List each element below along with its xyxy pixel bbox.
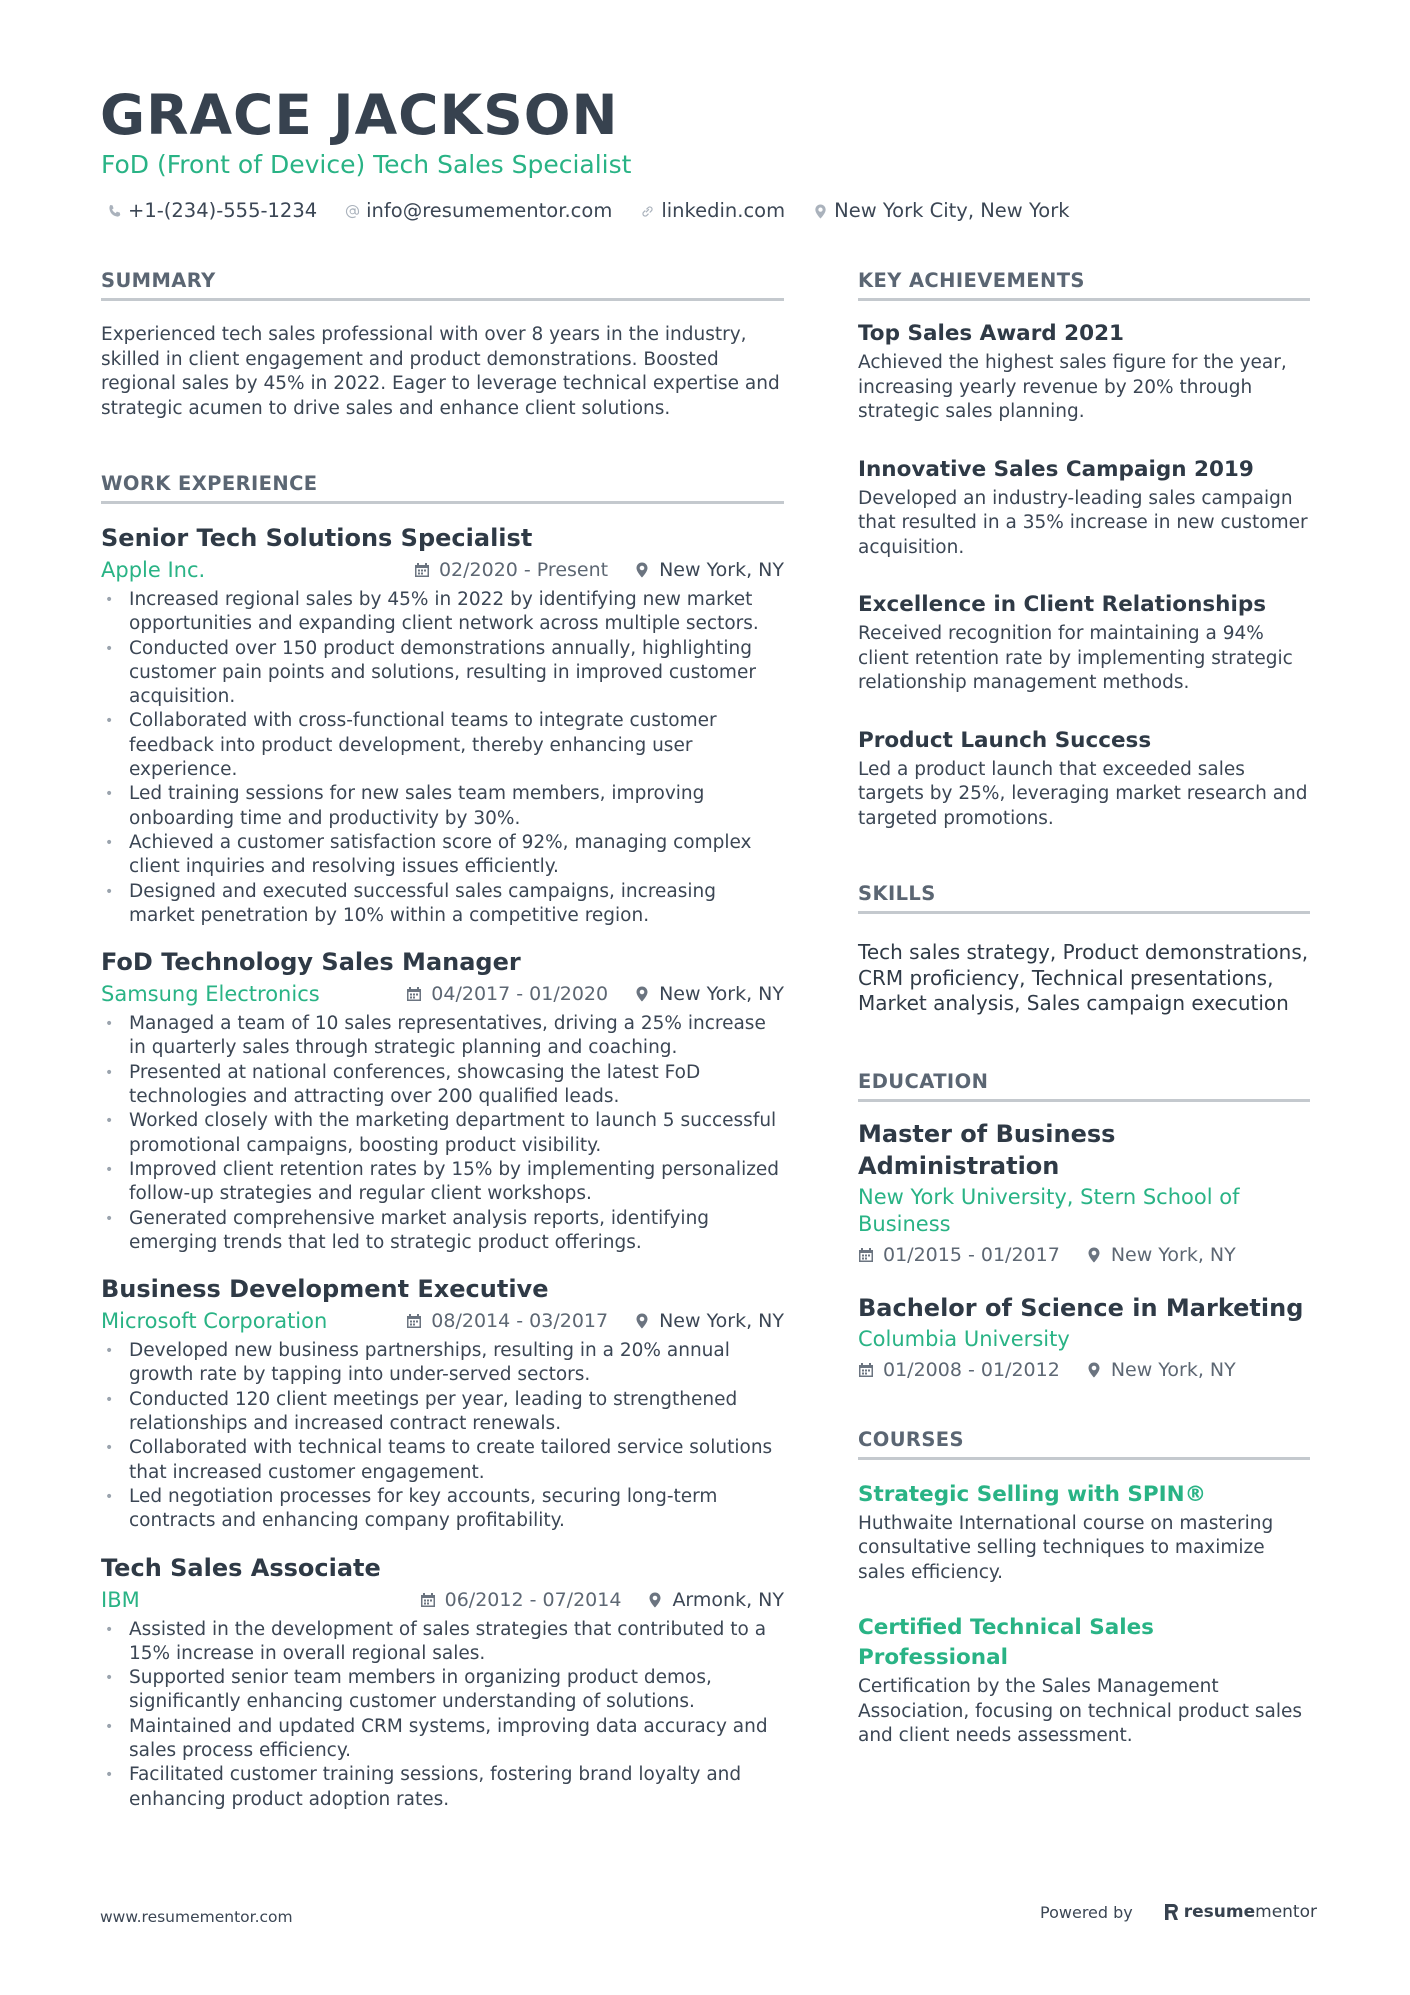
job-entry xyxy=(101,1552,784,1812)
job-location: New York, NY xyxy=(659,983,784,1006)
job-entry xyxy=(101,946,784,1255)
education-dates: 01/2015 - 01/2017 xyxy=(883,1243,1060,1266)
company-name: Samsung Electronics xyxy=(101,982,320,1007)
course-title: Strategic Selling with SPIN® xyxy=(858,1481,1207,1507)
contact-location xyxy=(813,198,1069,224)
contact-email[interactable] xyxy=(345,198,612,224)
education-dates: 01/2008 - 01/2012 xyxy=(883,1358,1060,1381)
right-column xyxy=(858,268,1310,1749)
job-location: New York, NY xyxy=(659,1310,784,1333)
degree-title: Master of Business Administration xyxy=(858,1119,1116,1180)
job-bullets xyxy=(101,1012,784,1255)
bullet-item: • Improved client retention rates by 15% by implementing personalized follow-up strategies and regular client workshops. xyxy=(101,1158,784,1207)
candidate-title: FoD (Front of Device) Tech Sales Specialist xyxy=(101,150,632,179)
job-title: Senior Tech Solutions Specialist xyxy=(101,524,533,552)
phone-text: +1-(234)-555-1234 xyxy=(128,199,318,222)
phone-icon xyxy=(107,204,122,219)
location-pin-icon xyxy=(1086,1247,1102,1263)
location-pin-icon xyxy=(634,1313,650,1329)
achievement-text: Developed an industry-leading sales campaign that resulted in a 35% increase in new customer acquisition. xyxy=(858,487,1308,558)
candidate-name: GRACE JACKSON xyxy=(100,83,619,147)
calendar-icon xyxy=(406,1313,422,1329)
job-title: Tech Sales Associate xyxy=(101,1553,381,1582)
job-dates: 04/2017 - 01/2020 xyxy=(431,983,609,1006)
calendar-icon xyxy=(858,1247,874,1263)
job-location: Armonk, NY xyxy=(672,1588,784,1611)
left-column xyxy=(101,268,784,1812)
achievement-title: Innovative Sales Campaign 2019 xyxy=(858,456,1254,482)
location-pin-icon xyxy=(1086,1362,1102,1378)
bullet-item: • Maintained and updated CRM systems, improving data accuracy and sales process efficiency. xyxy=(101,1715,784,1764)
bullet-item: • Conducted 120 client meetings per year, leading to strengthened relationships and increased contract renewals. xyxy=(101,1388,784,1437)
bullet-item: • Led training sessions for new sales team members, improving onboarding time and productivity by 30%. xyxy=(101,782,784,831)
bullet-item: • Managed a team of 10 sales representatives, driving a 25% increase in quarterly sales through strategic planning and coaching. xyxy=(101,1012,784,1061)
bullet-item: • Conducted over 150 product demonstrations annually, highlighting customer pain points and solutions, resulting in improved customer acquisition. xyxy=(101,637,784,710)
bullet-item: • Achieved a customer satisfaction score of 92%, managing complex client inquiries and resolving issues efficiently. xyxy=(101,831,784,880)
achievement-title: Product Launch Success xyxy=(858,727,1152,753)
courses-heading: COURSES xyxy=(858,1427,1310,1460)
course-text: Certification by the Sales Management Association, focusing on technical product sales and client needs assessment. xyxy=(858,1676,1302,1746)
skills-text: Tech sales strategy, Product demonstrations, CRM proficiency, Technical presentations, Market analysis, Sales campaign execution xyxy=(858,940,1309,1015)
education-item xyxy=(858,1118,1310,1268)
skills-heading: SKILLS xyxy=(858,881,1310,914)
job-bullets xyxy=(101,1339,784,1533)
job-dates: 08/2014 - 03/2017 xyxy=(431,1310,609,1333)
brand-name-part1: resume xyxy=(1183,1902,1256,1922)
achievement-item xyxy=(858,319,1310,425)
powered-by-text: Powered by xyxy=(1040,1902,1133,1922)
achievement-title: Top Sales Award 2021 xyxy=(858,321,1125,346)
job-dates: 02/2020 - Present xyxy=(438,559,609,581)
achievement-item xyxy=(858,455,1310,561)
achievement-item xyxy=(858,590,1310,696)
education-heading: EDUCATION xyxy=(858,1069,1310,1102)
brand-name-part2: mentor xyxy=(1255,1902,1317,1922)
contact-phone[interactable] xyxy=(107,198,317,224)
bullet-item: • Facilitated customer training sessions, fostering brand loyalty and enhancing product adoption rates. xyxy=(101,1763,784,1812)
course-item xyxy=(858,1480,1310,1586)
at-icon xyxy=(345,204,360,219)
bullet-item: • Generated comprehensive market analysis reports, identifying emerging trends that led to strategic product offerings. xyxy=(101,1207,784,1256)
achievement-title: Excellence in Client Relationships xyxy=(858,592,1267,617)
bullet-item: • Collaborated with technical teams to create tailored service solutions that increased customer engagement. xyxy=(101,1436,784,1485)
bullet-item: • Presented at national conferences, showcasing the latest FoD technologies and attracting over 200 qualified leads. xyxy=(101,1061,784,1110)
bullet-item: • Supported senior team members in organizing product demos, significantly enhancing customer understanding of solutions. xyxy=(101,1666,784,1715)
education-location: New York, NY xyxy=(1110,1358,1236,1381)
course-title: Certified Technical Sales Professional xyxy=(858,1615,1154,1670)
job-entry xyxy=(101,522,784,928)
course-item xyxy=(858,1613,1310,1749)
job-bullets xyxy=(101,1618,784,1812)
bullet-item: • Assisted in the development of sales strategies that contributed to a 15% increase in overall regional sales. xyxy=(101,1618,784,1667)
job-entry xyxy=(101,1273,784,1533)
company-name: Apple Inc. xyxy=(101,558,206,582)
link-icon xyxy=(640,204,655,219)
location-pin-icon xyxy=(647,1592,663,1608)
job-dates: 06/2012 - 07/2014 xyxy=(444,1588,622,1611)
company-name: IBM xyxy=(101,1587,140,1612)
contact-bar xyxy=(107,198,1098,224)
school-name: Columbia University xyxy=(858,1326,1070,1351)
achievement-text: Achieved the highest sales figure for the year, increasing yearly revenue by 20% through strategic sales planning. xyxy=(858,352,1287,422)
bullet-item: • Collaborated with cross-functional teams to integrate customer feedback into product development, thereby enhancing user experience. xyxy=(101,709,784,782)
summary-heading: SUMMARY xyxy=(101,268,784,301)
job-bullets xyxy=(101,588,784,928)
bullet-item: • Worked closely with the marketing department to launch 5 successful promotional campaigns, boosting product visibility. xyxy=(101,1109,784,1158)
location-pin-icon xyxy=(813,204,828,219)
bullet-item: • Developed new business partnerships, resulting in a 20% annual growth rate by tapping into under-served sectors. xyxy=(101,1339,784,1388)
achievement-item xyxy=(858,726,1310,832)
achievement-text: Led a product launch that exceeded sales targets by 25%, leveraging market research and targeted promotions. xyxy=(858,758,1308,829)
location-pin-icon xyxy=(634,986,650,1002)
linkedin-text: linkedin.com xyxy=(661,199,786,222)
calendar-icon xyxy=(858,1362,874,1378)
education-item xyxy=(858,1292,1310,1383)
resumementor-logo-icon xyxy=(1163,1903,1179,1921)
email-text: info@resumementor.com xyxy=(366,199,613,222)
work-experience-heading: WORK EXPERIENCE xyxy=(101,471,784,504)
contact-linkedin[interactable] xyxy=(640,198,785,224)
summary-text: Experienced tech sales professional with over 8 years in the industry, skilled in client engagement and product demonstrations. Boosted regional sales by 45% in 2022. Eager to leverage technical expertise and strategic acumen to drive sales and enhance client solutions. xyxy=(101,324,780,419)
education-location: New York, NY xyxy=(1110,1243,1236,1266)
job-title: FoD Technology Sales Manager xyxy=(101,948,521,977)
degree-title: Bachelor of Science in Marketing xyxy=(858,1293,1304,1322)
course-text: Huthwaite International course on mastering consultative selling techniques to maximize sales efficiency. xyxy=(858,1512,1274,1583)
bullet-item: • Designed and executed successful sales campaigns, increasing market penetration by 10% within a competitive region. xyxy=(101,880,784,929)
bullet-item: • Led negotiation processes for key accounts, securing long-term contracts and enhancing company profitability. xyxy=(101,1485,784,1534)
footer-branding xyxy=(1040,1902,1317,1922)
footer-website[interactable]: www.resumementor.com xyxy=(100,1908,293,1926)
school-name: New York University, Stern School of Business xyxy=(858,1184,1240,1236)
location-text: New York City, New York xyxy=(834,199,1070,222)
job-location: New York, NY xyxy=(659,559,784,581)
calendar-icon xyxy=(420,1592,436,1608)
calendar-icon xyxy=(406,986,422,1002)
calendar-icon xyxy=(414,562,430,578)
achievement-text: Received recognition for maintaining a 94% client retention rate by implementing strategic relationship management methods. xyxy=(858,623,1293,693)
company-name: Microsoft Corporation xyxy=(101,1309,328,1334)
brand-logo[interactable] xyxy=(1163,1902,1317,1922)
job-title: Business Development Executive xyxy=(101,1275,549,1304)
key-achievements-heading: KEY ACHIEVEMENTS xyxy=(858,268,1310,301)
location-pin-icon xyxy=(634,562,650,578)
bullet-item: • Increased regional sales by 45% in 2022 by identifying new market opportunities and expanding client network across multiple sectors. xyxy=(101,588,784,637)
